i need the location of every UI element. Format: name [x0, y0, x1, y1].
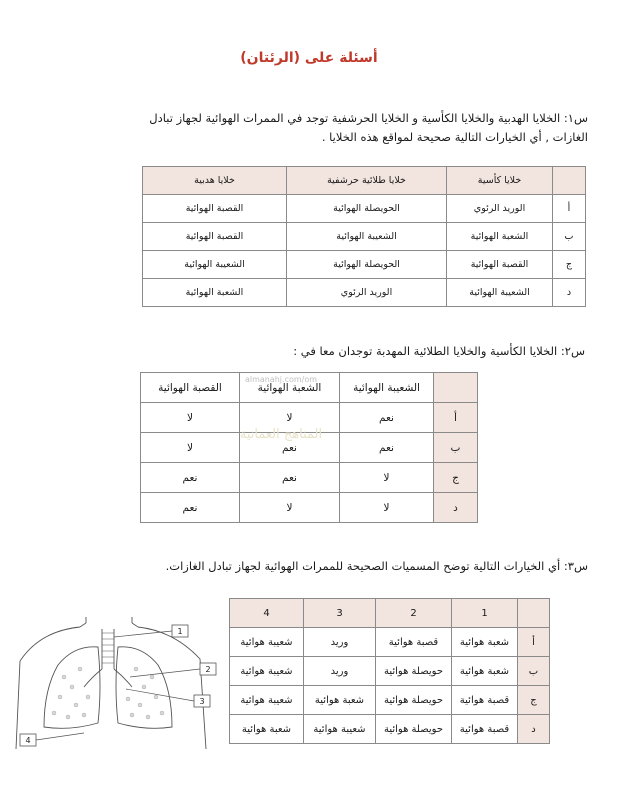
- option-letter: د: [553, 279, 586, 307]
- table-header-cell: القصبة الهوائية: [141, 373, 240, 403]
- option-letter: ب: [553, 223, 586, 251]
- table-cell: قصبة هوائية: [452, 715, 518, 744]
- table-cell: نعم: [340, 433, 434, 463]
- option-letter: ج: [553, 251, 586, 279]
- table-header-cell: [518, 599, 550, 628]
- table-cell: الشعبة الهوائية: [447, 223, 553, 251]
- table-cell: الشعبة الهوائية: [143, 279, 287, 307]
- table-header-cell: الشعيبة الهوائية: [340, 373, 434, 403]
- diagram-label-3: 3: [199, 697, 205, 706]
- option-letter: ب: [518, 657, 550, 686]
- table-cell: شعيبة هوائية: [230, 657, 304, 686]
- question-1-text: س١: الخلايا الهدبية والخلايا الكأسية و الخلايا الحرشفية توجد في الممرات الهوائية لجهاز تبادل الغازات , أي الخيارات التالية صحيحة لمواقع هذه الخلايا .: [149, 111, 588, 144]
- table-cell: وريد: [304, 657, 376, 686]
- table-row: [143, 251, 586, 279]
- table-cell: شعيبة هوائية: [230, 686, 304, 715]
- table-cell: الوريد الرئوي: [447, 195, 553, 223]
- table-header-cell: 4: [230, 599, 304, 628]
- table-header-cell: خلايا كأسية: [447, 167, 553, 195]
- diagram-label-1: 1: [177, 627, 183, 636]
- page-title: أسئلة على (الرئتان): [240, 50, 378, 66]
- watermark-site: almanahj.com/om: [244, 375, 318, 384]
- table-header-cell: خلايا طلائية حرشفية: [287, 167, 447, 195]
- option-letter: ب: [434, 433, 478, 463]
- table-row: [141, 433, 478, 463]
- table-header-cell: الشعبة الهوائية: [240, 373, 340, 403]
- table-cell: شعبة هوائية: [452, 628, 518, 657]
- table-cell: الشعيبة الهوائية: [447, 279, 553, 307]
- table-cell: الشعيبة الهوائية: [287, 223, 447, 251]
- option-letter: أ: [553, 195, 586, 223]
- table-cell: قصبة هوائية: [452, 686, 518, 715]
- table-cell: لا: [340, 493, 434, 523]
- table-header-row: [141, 373, 478, 403]
- table-cell: الحويصلة الهوائية: [287, 195, 447, 223]
- question-3-table: [229, 598, 550, 744]
- table-header-row: [143, 167, 586, 195]
- table-row: [143, 223, 586, 251]
- table-row: [230, 657, 550, 686]
- table-row: [230, 628, 550, 657]
- option-letter: أ: [434, 403, 478, 433]
- table-row: [143, 279, 586, 307]
- table-cell: قصبة هوائية: [376, 628, 452, 657]
- table-cell: نعم: [240, 463, 340, 493]
- table-cell: حويصلة هوائية: [376, 715, 452, 744]
- table-cell: لا: [141, 433, 240, 463]
- option-letter: أ: [518, 628, 550, 657]
- watermark-text: المناهج العمانية: [239, 427, 323, 442]
- question-3-text: س٣: أي الخيارات التالية توضح المسميات الصحيحة للممرات الهوائية لجهاز تبادل الغازات.: [165, 559, 588, 573]
- table-header-cell: [553, 167, 586, 195]
- table-cell: القصبة الهوائية: [143, 195, 287, 223]
- option-letter: د: [434, 493, 478, 523]
- table-cell: شعيبة هوائية: [230, 628, 304, 657]
- table-row: [230, 715, 550, 744]
- option-letter: ج: [518, 686, 550, 715]
- table-cell: نعم: [240, 433, 340, 463]
- question-2-text: س٢: الخلايا الكأسية والخلايا الطلائية المهدبة توجدان معا في :: [293, 344, 585, 358]
- diagram-label-2: 2: [205, 665, 211, 674]
- option-letter: د: [518, 715, 550, 744]
- table-cell: الشعيبة الهوائية: [143, 251, 287, 279]
- table-row: [141, 403, 478, 433]
- table-header-cell: [434, 373, 478, 403]
- table-header-cell: خلايا هدبية: [143, 167, 287, 195]
- table-cell: الوريد الرئوي: [287, 279, 447, 307]
- table-header-row: [230, 599, 550, 628]
- lungs-diagram: [14, 617, 224, 749]
- table-header-cell: 1: [452, 599, 518, 628]
- table-row: [230, 686, 550, 715]
- table-cell: لا: [141, 403, 240, 433]
- table-cell: شعبة هوائية: [230, 715, 304, 744]
- table-header-cell: 3: [304, 599, 376, 628]
- table-cell: لا: [340, 463, 434, 493]
- question-2-table: [140, 372, 478, 523]
- table-row: [141, 463, 478, 493]
- table-cell: شعبة هوائية: [304, 686, 376, 715]
- question-1-table: [142, 166, 586, 307]
- diagram-label-4: 4: [25, 736, 31, 745]
- table-row: [141, 493, 478, 523]
- table-cell: لا: [240, 403, 340, 433]
- table-cell: حويصلة هوائية: [376, 657, 452, 686]
- table-cell: القصبة الهوائية: [143, 223, 287, 251]
- table-cell: نعم: [141, 493, 240, 523]
- table-cell: نعم: [141, 463, 240, 493]
- table-cell: حويصلة هوائية: [376, 686, 452, 715]
- table-cell: الحويصلة الهوائية: [287, 251, 447, 279]
- option-letter: ج: [434, 463, 478, 493]
- table-cell: وريد: [304, 628, 376, 657]
- table-row: [143, 195, 586, 223]
- table-cell: شعبة هوائية: [452, 657, 518, 686]
- table-cell: نعم: [340, 403, 434, 433]
- table-header-cell: 2: [376, 599, 452, 628]
- table-cell: القصبة الهوائية: [447, 251, 553, 279]
- table-cell: شعيبة هوائية: [304, 715, 376, 744]
- table-cell: لا: [240, 493, 340, 523]
